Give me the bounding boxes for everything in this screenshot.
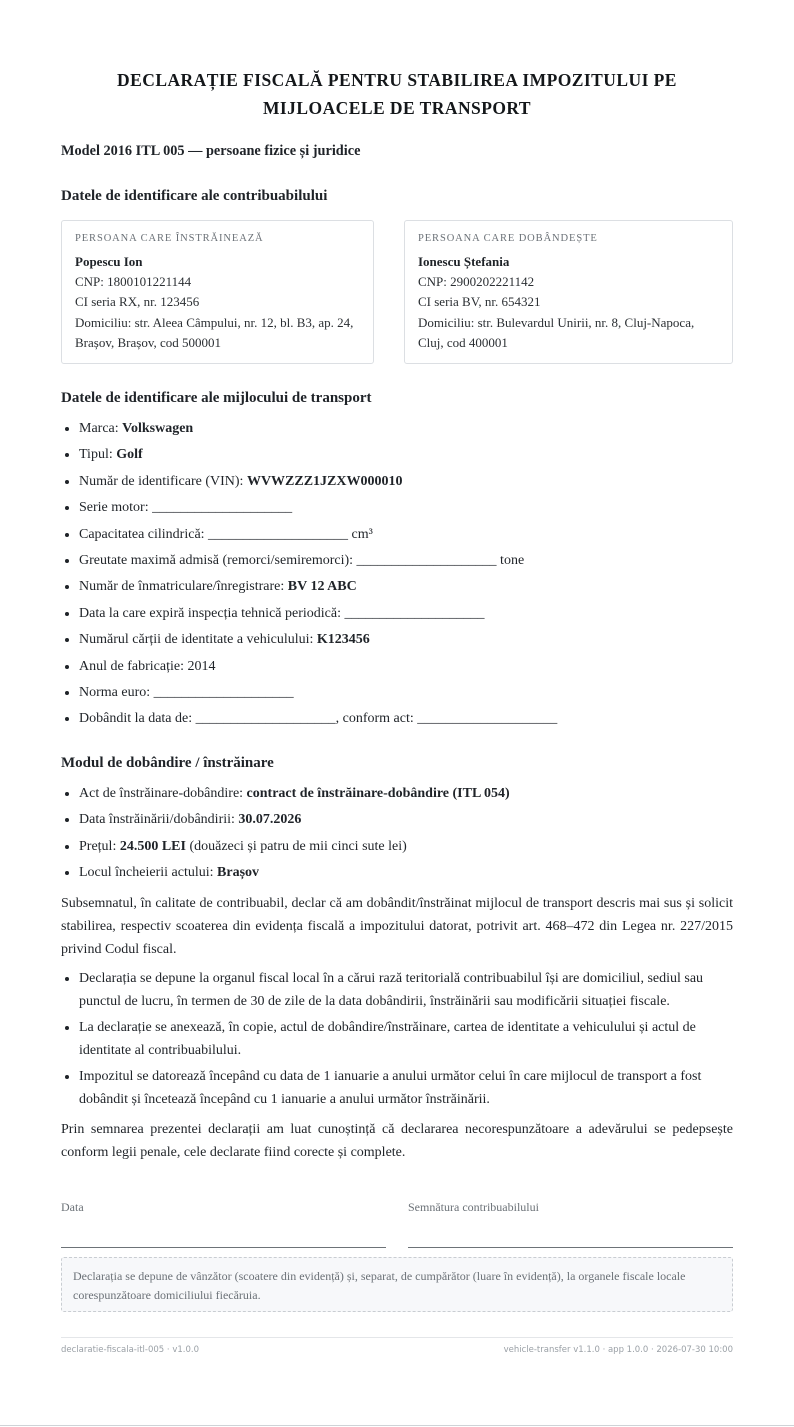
list-item: • Declarația se depune la organul fiscal local în a cărui rază teritorială contribuabilul își are domiciliul, sediul sau punctul de lucru, în termen de 30 de zile de la data dobândirii, înstrăinării sau modificării situației fiscale. [79,967,733,1013]
civ-label: Numărul cărții de identitate a vehiculului: [79,632,317,648]
seller-name: Popescu Ion [75,254,143,269]
list-item: • Impozitul se datorează începând cu data de 1 ianuarie a anului următor celui în care mijlocul de transport a fost dobândit și încetează începând cu 1 ianuarie a anului următor înstrăinării. [79,1065,733,1111]
place-value: Brașov [217,865,260,881]
signature-label: Semnătura contribuabilului [408,1200,539,1214]
list-item: • La declarație se anexează, în copie, actul de dobândire/înstrăinare, cartea de identitate a vehiculului și actul de identitate al contribuabilului. [79,1016,733,1062]
list-item [79,603,733,629]
inspection-expiry-field: Data la care expiră inspecția tehnică periodică: ____________________ [79,605,485,621]
brand-value: Volkswagen [122,421,194,436]
date-label: Data [61,1200,84,1214]
section-heading-contributor: Datele de identificare ale contribuabilului [61,188,328,204]
type-value: Golf [116,447,143,463]
buyer-cnp: CNP: 2900202221142 [418,274,535,289]
footer-divider [61,1337,733,1338]
seller-card [61,220,374,364]
section-heading-vehicle: Datele de identificare ale mijlocului de transport [61,390,372,406]
list-item [79,497,733,523]
seller-role-label: PERSOANA CARE ÎNSTRĂINEAZĂ [75,233,264,244]
submission-note-text: Declarația se depune de vânzător (scoatere din evidență) și, separat, de cumpărător (luare în evidență), la organele fiscale locale corespunzătoare domiciliului fiecăruia. [73,1269,686,1302]
acquired-date-field: Dobândit la data de: ____________________, conform act: ____________________ [79,711,558,727]
transfer-mode-list [61,783,733,889]
seller-address: Domiciliu: str. Aleea Câmpului, nr. 12, bl. B3, ap. 24, Brașov, Brașov, cod 500001 [75,314,354,350]
place-label: Locul încheierii actului: [79,865,218,881]
buyer-address: Domiciliu: str. Bulevardul Unirii, nr. 8, Cluj-Napoca, Cluj, cod 400001 [418,314,695,350]
submission-note-box [61,1257,733,1312]
list-item [79,471,733,497]
list-item [79,444,733,470]
list-item [79,708,733,734]
list-item [79,524,733,550]
buyer-name: Ionescu Ștefania [418,254,510,269]
price-value: 24.500 LEI [119,838,186,854]
list-item [79,783,733,809]
page-bottom-edge [0,1425,794,1426]
act-label: Act de înstrăinare-dobândire: [79,786,247,801]
civ-value: K123456 [316,632,370,648]
list-item [79,550,733,576]
euro-norm-field: Norma euro: ____________________ [79,684,294,700]
date-signature-line[interactable] [61,1247,386,1248]
manufacture-year: Anul de fabricație: 2014 [79,658,216,674]
list-item [79,682,733,708]
declaration-statement: Subsemnatul, în calitate de contribuabil, declar că am dobândit/înstrăinat mijlocul de transport descris mai sus și solicit stabilirea, respectiv scoaterea din evidența fiscală a impozitului datorat, potrivit art. 468–472 din Legea nr. 227/2015 privind Codul fiscal. [61,896,733,957]
list-item [79,629,733,655]
buyer-card [404,220,733,364]
liability-statement: Prin semnarea prezentei declarații am luat cunoștință că declararea necorespunzătoare a adevărului se pedepsește conform legii penale, cele declarate fiind corecte și complete. [61,1122,733,1160]
buyer-id-card: CI seria BV, nr. 654321 [418,294,541,310]
buyer-role-label: PERSOANA CARE DOBÂNDEȘTE [418,233,598,244]
seller-id-card: CI seria RX, nr. 123456 [75,294,200,310]
filing-notes-list [61,967,733,1114]
transfer-date-value: 30.07.2026 [238,812,302,828]
max-weight-field: Greutate maximă admisă (remorci/semiremorci): ____________________ tone [79,552,525,568]
list-item [79,576,733,602]
form-model-subtitle: Model 2016 ITL 005 — persoane fizice și juridice [61,143,361,159]
vin-value: WVWZZZ1JZXW000010 [246,473,403,489]
footer-doc-id: declaratie-fiscala-itl-005 · v1.0.0 [61,1345,199,1355]
engine-capacity-field: Capacitatea cilindrică: ____________________ cm³ [79,526,373,542]
vin-label: Număr de identificare (VIN): [79,473,247,489]
transfer-date-label: Data înstrăinării/dobândirii: [79,812,239,828]
list-item [79,656,733,682]
engine-series-field: Serie motor: ____________________ [79,500,293,516]
section-heading-mode: Modul de dobândire / înstrăinare [61,755,274,771]
price-label: Prețul: [79,838,120,854]
seller-cnp: CNP: 1800101221144 [75,274,192,289]
type-label: Tipul: [79,447,117,463]
contributor-signature-line[interactable] [408,1247,733,1248]
list-item [79,809,733,835]
brand-label: Marca: [79,421,123,436]
list-item [79,418,733,444]
plate-label: Număr de înmatriculare/înregistrare: [79,579,288,595]
page-title: DECLARAȚIE FISCALĂ PENTRU STABILIREA IMPOZITULUI PE MIJLOACELE DE TRANSPORT [117,70,677,118]
vehicle-details-list [61,418,733,735]
price-in-words: (douăzeci și patru de mii cinci sute lei) [185,838,407,854]
list-item [79,862,733,888]
list-item [79,836,733,862]
act-value: contract de înstrăinare-dobândire (ITL 054) [246,786,510,801]
footer-app-version: vehicle-transfer v1.1.0 · app 1.0.0 · 2026-07-30 10:00 [503,1345,733,1355]
plate-value: BV 12 ABC [287,579,357,595]
